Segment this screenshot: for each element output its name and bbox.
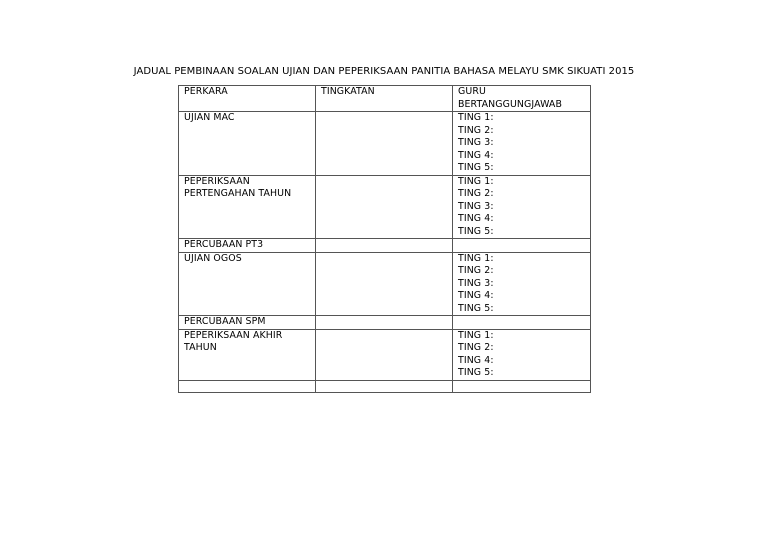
cell-perkara (179, 329, 316, 380)
guru-line: TING 5: (458, 225, 494, 237)
guru-line: TING 3: (458, 137, 494, 148)
table-row (179, 380, 591, 392)
header-tingkatan: TINGKATAN (316, 86, 453, 112)
header-guru-bertanggungjawab (453, 86, 591, 112)
cell-tingkatan (316, 316, 453, 330)
guru-line: TING 4: (458, 354, 494, 366)
cell-perkara (179, 380, 316, 392)
cell-tingkatan (316, 239, 453, 253)
cell-perkara (179, 316, 316, 330)
cell-guru-bertanggungjawab (453, 380, 591, 392)
table-header-row (179, 86, 591, 112)
table-row (179, 239, 591, 253)
guru-line: TING 1: (458, 112, 494, 123)
guru-line: TING 1: (458, 252, 494, 264)
table-row (179, 329, 591, 380)
cell-tingkatan (316, 380, 453, 392)
cell-tingkatan (316, 252, 453, 316)
cell-tingkatan (316, 329, 453, 380)
guru-line: TING 5: (458, 367, 494, 378)
cell-guru-bertanggungjawab (453, 112, 591, 176)
cell-tingkatan (316, 175, 453, 239)
guru-line: TING 3: (458, 277, 494, 289)
guru-line: TING 3: (458, 200, 494, 212)
perkara-text: PEPERIKSAAN PERTENGAHAN TAHUN (184, 175, 292, 199)
guru-line: TING 1: (458, 175, 494, 187)
table-row (179, 175, 591, 239)
cell-guru-bertanggungjawab (453, 329, 591, 380)
guru-line: TING 1: (458, 329, 494, 341)
cell-tingkatan (316, 112, 453, 176)
table-body (179, 112, 591, 393)
cell-guru-bertanggungjawab (453, 316, 591, 330)
perkara-text: PERCUBAAN PT3 (184, 239, 264, 250)
cell-perkara (179, 252, 316, 316)
guru-line: TING 4: (458, 213, 494, 224)
guru-line: TING 2: (458, 342, 494, 353)
cell-perkara (179, 112, 316, 176)
header-guru-line-2: BERTANGGUNGJAWAB (458, 98, 562, 110)
cell-guru-bertanggungjawab (453, 252, 591, 316)
header-guru-line-1: GURU (458, 86, 486, 97)
guru-line: TING 5: (458, 162, 494, 173)
header-perkara: PERKARA (179, 86, 316, 112)
cell-perkara (179, 239, 316, 253)
cell-perkara (179, 175, 316, 239)
cell-guru-bertanggungjawab (453, 175, 591, 239)
table-row (179, 112, 591, 176)
table-row (179, 252, 591, 316)
document-title: JADUAL PEMBINAAN SOALAN UJIAN DAN PEPERIKSAAN PANITIA BAHASA MELAYU SMK SIKUATI 2015 (133, 66, 635, 77)
guru-line: TING 4: (458, 290, 494, 301)
guru-line: TING 2: (458, 188, 494, 199)
exam-schedule-table (178, 85, 591, 393)
perkara-text: UJIAN OGOS (184, 252, 242, 264)
perkara-text: UJIAN MAC (184, 112, 235, 123)
guru-line: TING 2: (458, 265, 494, 276)
perkara-text: PEPERIKSAAN AKHIR TAHUN (184, 329, 283, 353)
cell-guru-bertanggungjawab (453, 239, 591, 253)
guru-line: TING 4: (458, 149, 494, 161)
table-row (179, 316, 591, 330)
perkara-text: PERCUBAAN SPM (184, 316, 266, 327)
guru-line: TING 5: (458, 302, 494, 314)
guru-line: TING 2: (458, 124, 494, 136)
